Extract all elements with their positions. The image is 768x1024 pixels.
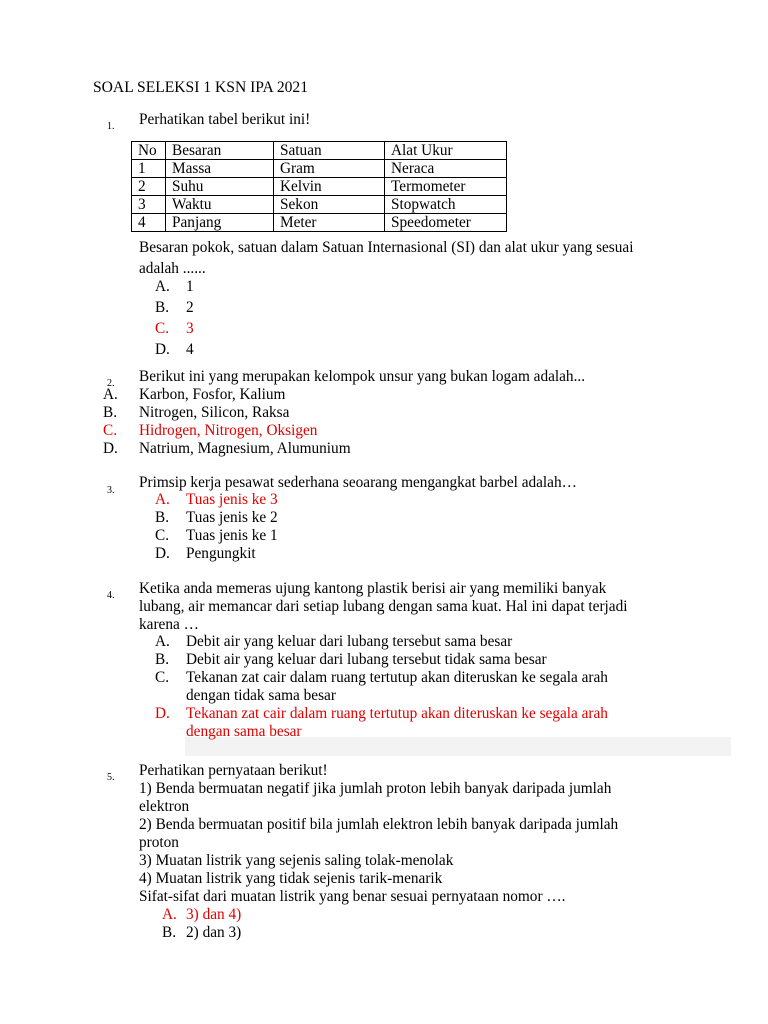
answer-option-d[interactable]: [103, 440, 351, 458]
answer-options: [162, 906, 241, 942]
table-header-cell: Besaran: [166, 142, 274, 160]
answer-options: [155, 491, 278, 563]
option-text-line: dengan tidak sama besar: [186, 687, 336, 704]
answer-option-d[interactable]: [155, 545, 278, 563]
question-line: adalah ......: [139, 260, 206, 277]
option-text-line: dengan sama besar: [186, 723, 302, 740]
question-body: [139, 762, 729, 906]
option-letter: B.: [155, 299, 170, 316]
option-text: Karbon, Fosfor, Kalium: [139, 386, 286, 403]
table-cell: Meter: [274, 214, 385, 232]
option-letter: D.: [155, 341, 170, 358]
table-cell: 2: [132, 178, 166, 196]
answer-option-a-correct[interactable]: [155, 491, 278, 509]
question-line: Besaran pokok, satuan dalam Satuan Internasional (SI) dan alat ukur yang sesuai: [139, 239, 634, 256]
answer-option-d[interactable]: [155, 339, 194, 360]
option-text: 3) dan 4): [186, 906, 242, 923]
statement-3: 3) Muatan listrik yang sejenis saling tolak-menolak: [139, 852, 454, 869]
option-text: Debit air yang keluar dari lubang tersebut tidak sama besar: [186, 651, 547, 668]
table-cell: 1: [132, 160, 166, 178]
answer-option-b[interactable]: [155, 509, 278, 527]
table-cell: 3: [132, 196, 166, 214]
option-letter: B.: [162, 924, 177, 941]
option-letter: A.: [103, 386, 118, 403]
question-prompt: [139, 580, 729, 634]
question-number: 2.: [107, 378, 115, 389]
answer-option-c-correct[interactable]: [103, 422, 351, 440]
answer-option-b[interactable]: [103, 404, 351, 422]
question-line: Ketika anda memeras ujung kantong plastik berisi air yang memiliki banyak: [139, 580, 607, 597]
statement-2: 2) Benda bermuatan positif bila jumlah elektron lebih banyak daripada jumlah: [139, 816, 619, 833]
statement-2-cont: proton: [139, 834, 179, 851]
answer-option-d-correct[interactable]: [155, 705, 608, 741]
statement-4: 4) Muatan listrik yang tidak sejenis tarik-menarik: [139, 870, 443, 887]
answer-option-c-correct[interactable]: [155, 318, 194, 339]
option-text: Debit air yang keluar dari lubang tersebut sama besar: [186, 633, 513, 650]
answer-option-a-correct[interactable]: [162, 906, 241, 924]
option-text: Natrium, Magnesium, Alumunium: [139, 440, 351, 457]
table-cell: Suhu: [166, 178, 274, 196]
table-row: [132, 196, 507, 214]
question-text: [139, 237, 729, 279]
table-cell: Panjang: [166, 214, 274, 232]
table-cell: Stopwatch: [385, 196, 507, 214]
option-text: Tuas jenis ke 3: [186, 491, 278, 508]
option-text: Pengungkit: [186, 545, 256, 562]
table-cell: 4: [132, 214, 166, 232]
option-letter: A.: [155, 633, 170, 650]
table-row: [132, 178, 507, 196]
option-letter: D.: [155, 545, 170, 562]
answer-option-a[interactable]: [103, 386, 351, 404]
question-prompt: Berikut ini yang merupakan kelompok unsur yang bukan logam adalah...: [139, 368, 586, 385]
option-letter: C.: [155, 527, 170, 544]
answer-options: [155, 276, 194, 360]
statement-1: 1) Benda bermuatan negatif jika jumlah proton lebih banyak daripada jumlah: [139, 780, 612, 797]
option-letter: B.: [103, 404, 118, 421]
option-text: 2: [186, 299, 194, 316]
option-text: 2) dan 3): [186, 924, 242, 941]
question-prompt: Primsip kerja pesawat sederhana seoarang mengangkat barbel adalah…: [139, 474, 577, 491]
option-letter: A.: [155, 491, 170, 508]
answer-option-b[interactable]: [155, 651, 608, 669]
units-table: [131, 141, 507, 232]
question-text: Sifat-sifat dari muatan listrik yang benar sesuai pernyataan nomor ….: [139, 888, 566, 905]
statement-1-cont: elektron: [139, 798, 190, 815]
option-text: Hidrogen, Nitrogen, Oksigen: [139, 422, 318, 439]
answer-option-b[interactable]: [155, 297, 194, 318]
option-letter: C.: [103, 422, 118, 439]
option-text: 1: [186, 278, 194, 295]
table-cell: Kelvin: [274, 178, 385, 196]
option-letter: B.: [155, 651, 170, 668]
table-cell: Termometer: [385, 178, 507, 196]
option-letter: B.: [155, 509, 170, 526]
option-text: Tuas jenis ke 1: [186, 527, 278, 544]
table-cell: Neraca: [385, 160, 507, 178]
question-line: karena …: [139, 616, 199, 633]
question-number: 4.: [107, 590, 115, 601]
option-text: [186, 669, 608, 705]
answer-options: [103, 386, 351, 458]
question-number: 3.: [107, 485, 115, 496]
table-header-cell: No: [132, 142, 166, 160]
answer-options: [155, 633, 608, 741]
answer-option-c[interactable]: [155, 669, 608, 705]
table-header-cell: Satuan: [274, 142, 385, 160]
option-text-line: Tekanan zat cair dalam ruang tertutup akan diteruskan ke segala arah: [186, 669, 608, 686]
option-letter: D.: [103, 440, 118, 457]
table-cell: Massa: [166, 160, 274, 178]
option-text: Nitrogen, Silicon, Raksa: [139, 404, 290, 421]
answer-option-a[interactable]: [155, 276, 194, 297]
option-letter: D.: [155, 705, 170, 722]
option-letter: C.: [155, 669, 170, 686]
table-cell: Waktu: [166, 196, 274, 214]
option-letter: C.: [155, 320, 170, 337]
table-cell: Speedometer: [385, 214, 507, 232]
question-number: 5.: [107, 772, 115, 783]
answer-option-a[interactable]: [155, 633, 608, 651]
option-letter: A.: [162, 906, 177, 923]
option-letter: A.: [155, 278, 170, 295]
table-row: [132, 214, 507, 232]
answer-option-b[interactable]: [162, 924, 241, 942]
option-text-line: Tekanan zat cair dalam ruang tertutup akan diteruskan ke segala arah: [186, 705, 608, 722]
question-prompt: Perhatikan tabel berikut ini!: [139, 111, 311, 128]
question-prompt: Perhatikan pernyataan berikut!: [139, 762, 328, 779]
question-number: 1.: [107, 121, 115, 132]
table-header-cell: Alat Ukur: [385, 142, 507, 160]
table-cell: Sekon: [274, 196, 385, 214]
option-text: [186, 705, 608, 741]
document-title: SOAL SELEKSI 1 KSN IPA 2021: [93, 79, 309, 96]
option-text: Tuas jenis ke 2: [186, 509, 278, 526]
option-text: 3: [186, 320, 194, 337]
table-row: [132, 160, 507, 178]
question-line: lubang, air memancar dari setiap lubang dengan sama kuat. Hal ini dapat terjadi: [139, 598, 628, 615]
answer-option-c[interactable]: [155, 527, 278, 545]
table-cell: Gram: [274, 160, 385, 178]
option-text: 4: [186, 341, 194, 358]
table-header-row: [132, 142, 507, 160]
